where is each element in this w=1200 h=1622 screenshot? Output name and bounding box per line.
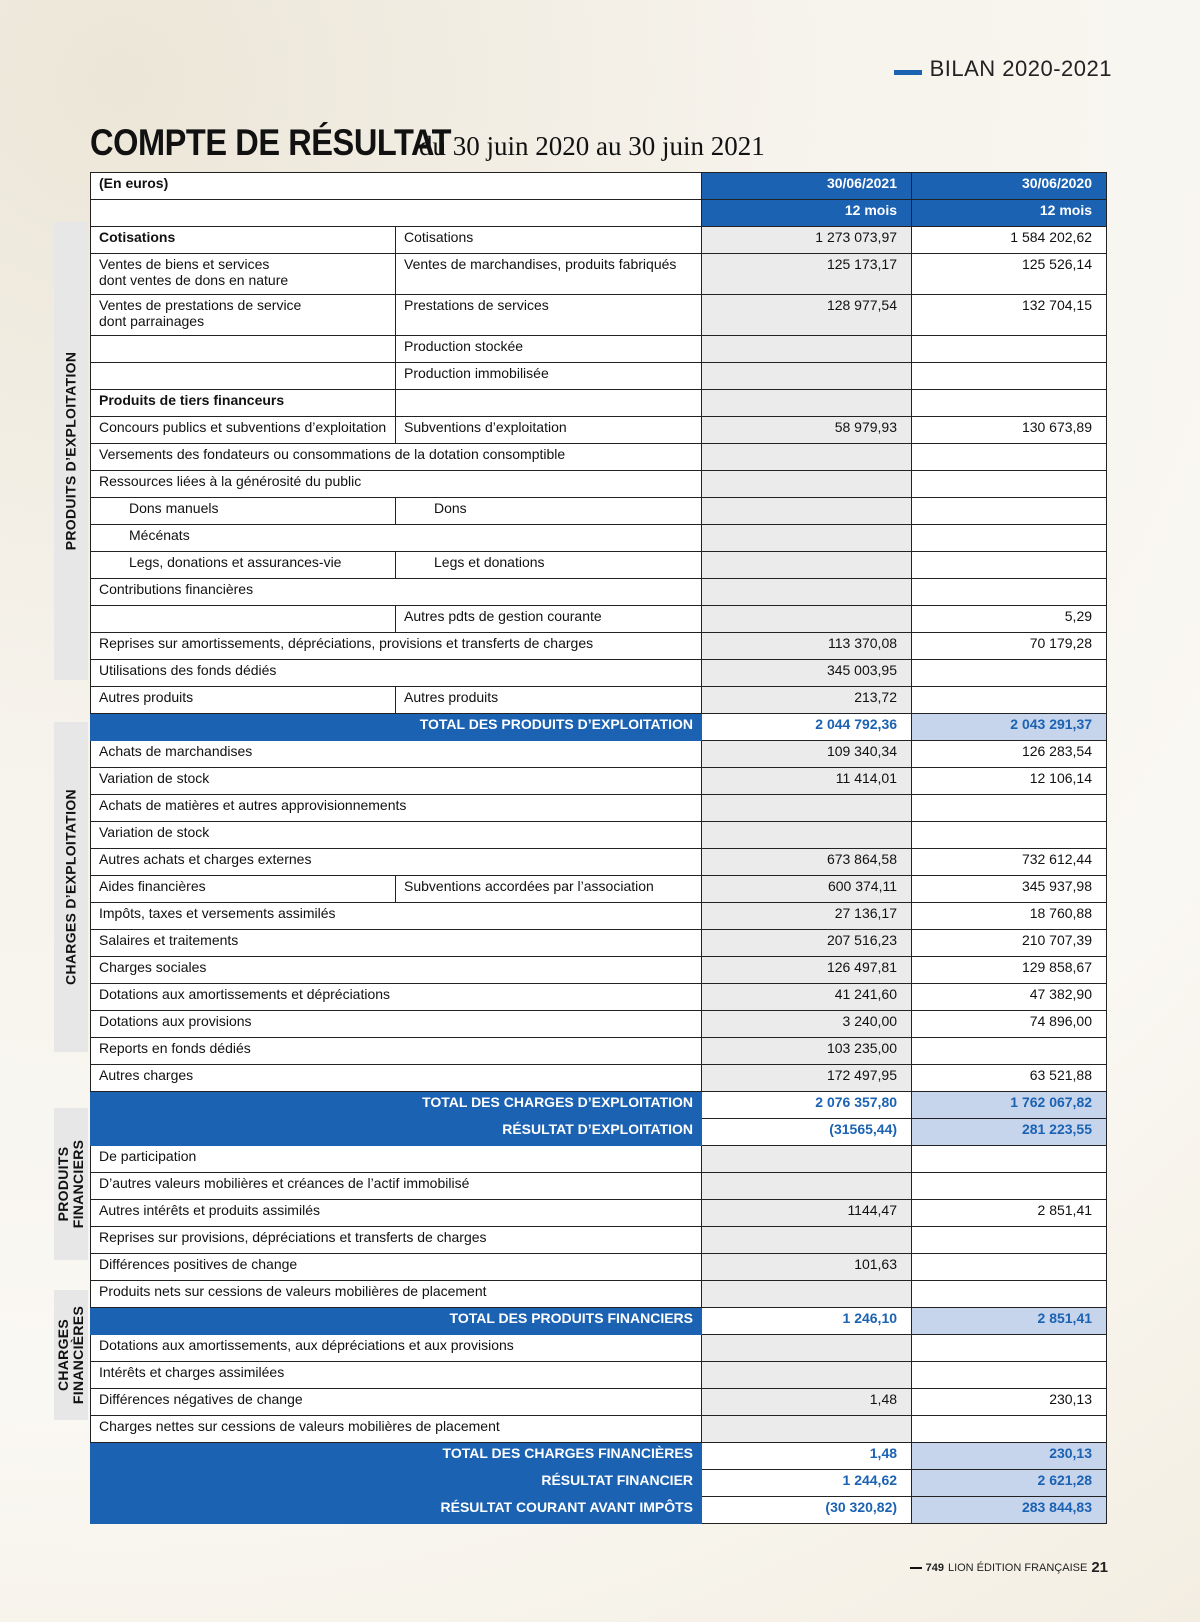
value-2021 — [702, 363, 912, 390]
row-label: Reprises sur provisions, dépréciations et transferts de charges — [91, 1227, 702, 1254]
value-2020: 5,29 — [912, 606, 1107, 633]
section-produits-exploitation — [54, 222, 88, 680]
value-2020 — [912, 1038, 1107, 1065]
value-2021 — [702, 1362, 912, 1389]
value-2020: 2 621,28 — [912, 1470, 1107, 1497]
table-row — [91, 1281, 1107, 1308]
table-row — [91, 1038, 1107, 1065]
row-label: Intérêts et charges assimilées — [91, 1362, 702, 1389]
value-2021: 126 497,81 — [702, 957, 912, 984]
table-row — [91, 741, 1107, 768]
value-2020: 132 704,15 — [912, 295, 1107, 336]
value-2020: 345 937,98 — [912, 876, 1107, 903]
value-2021: 1,48 — [702, 1443, 912, 1470]
row-label: Produits nets sur cessions de valeurs mobilières de placement — [91, 1281, 702, 1308]
table-row — [91, 295, 1107, 336]
col-2020-header: 30/06/2020 — [912, 173, 1107, 200]
value-2021: 1 246,10 — [702, 1308, 912, 1335]
row-label: Charges sociales — [91, 957, 702, 984]
table-row — [91, 687, 1107, 714]
value-2020 — [912, 1146, 1107, 1173]
value-2020: 18 760,88 — [912, 903, 1107, 930]
value-2021: 58 979,93 — [702, 417, 912, 444]
total-label: TOTAL DES CHARGES D’EXPLOITATION — [91, 1092, 702, 1119]
table-row — [91, 1389, 1107, 1416]
row-label: Autres produits — [91, 687, 396, 714]
row-label: Utilisations des fonds dédiés — [91, 660, 702, 687]
table-row — [91, 498, 1107, 525]
value-2021 — [702, 1173, 912, 1200]
total-row — [91, 714, 1107, 741]
value-2021: 1 244,62 — [702, 1470, 912, 1497]
value-2020 — [912, 1173, 1107, 1200]
row-label: D’autres valeurs mobilières et créances de l’actif immobilisé — [91, 1173, 702, 1200]
total-row — [91, 1470, 1107, 1497]
value-2021 — [702, 552, 912, 579]
row-category: Ventes de marchandises, produits fabriqués — [396, 254, 702, 295]
value-2020 — [912, 579, 1107, 606]
value-2021 — [702, 336, 912, 363]
value-2020 — [912, 1281, 1107, 1308]
value-2020: 230,13 — [912, 1389, 1107, 1416]
table-row — [91, 417, 1107, 444]
table-row — [91, 390, 1107, 417]
value-2021 — [702, 822, 912, 849]
row-label: Concours publics et subventions d’exploitation — [91, 417, 396, 444]
value-2020 — [912, 660, 1107, 687]
value-2020: 210 707,39 — [912, 930, 1107, 957]
value-2020: 2 043 291,37 — [912, 714, 1107, 741]
table-row — [91, 903, 1107, 930]
row-label: Variation de stock — [91, 768, 702, 795]
value-2021: 113 370,08 — [702, 633, 912, 660]
row-label: Legs, donations et assurances-vie — [91, 552, 396, 579]
value-2020: 126 283,54 — [912, 741, 1107, 768]
row-category: Dons — [396, 498, 702, 525]
table-row — [91, 444, 1107, 471]
row-label: Salaires et traitements — [91, 930, 702, 957]
row-category: Autres pdts de gestion courante — [396, 606, 702, 633]
page-title-sub: du 30 juin 2020 au 30 juin 2021 — [419, 131, 765, 161]
row-label: Dotations aux amortissements et dépréciations — [91, 984, 702, 1011]
row-category — [396, 390, 702, 417]
col-2020-period: 12 mois — [912, 200, 1107, 227]
col-2021-period: 12 mois — [702, 200, 912, 227]
value-2020: 1 762 067,82 — [912, 1092, 1107, 1119]
section-charges-financieres — [54, 1290, 88, 1420]
total-row — [91, 1308, 1107, 1335]
value-2020 — [912, 444, 1107, 471]
row-label: Variation de stock — [91, 822, 702, 849]
value-2021: 41 241,60 — [702, 984, 912, 1011]
value-2021: (31565,44) — [702, 1119, 912, 1146]
unit-label: (En euros) — [91, 173, 702, 200]
row-label: Reprises sur amortissements, dépréciations, provisions et transferts de charges — [91, 633, 702, 660]
table-row — [91, 336, 1107, 363]
row-label — [91, 606, 396, 633]
value-2020 — [912, 471, 1107, 498]
value-2021 — [702, 1416, 912, 1443]
row-label: De participation — [91, 1146, 702, 1173]
page-title — [90, 122, 765, 164]
table-row — [91, 1227, 1107, 1254]
section-charges-exploitation — [54, 722, 88, 1052]
table-row — [91, 768, 1107, 795]
row-label: Cotisations — [91, 227, 396, 254]
table-row — [91, 660, 1107, 687]
section-tag — [894, 56, 1112, 82]
row-label: Ventes de prestations de service dont parrainages — [91, 295, 396, 336]
value-2020: 283 844,83 — [912, 1497, 1107, 1524]
total-label: TOTAL DES CHARGES FINANCIÈRES — [91, 1443, 702, 1470]
value-2020: 2 851,41 — [912, 1308, 1107, 1335]
table-row — [91, 363, 1107, 390]
value-2020: 230,13 — [912, 1443, 1107, 1470]
magazine-name: LION ÉDITION FRANÇAISE — [947, 1561, 1088, 1574]
table-row — [91, 227, 1107, 254]
value-2020 — [912, 1416, 1107, 1443]
row-label: Différences négatives de change — [91, 1389, 702, 1416]
row-label: Achats de matières et autres approvisionnements — [91, 795, 702, 822]
page-title-main: COMPTE DE RÉSULTAT — [90, 122, 452, 163]
value-2020 — [912, 822, 1107, 849]
section-label: CHARGES FINANCIÈRES — [55, 1305, 86, 1405]
value-2020: 1 584 202,62 — [912, 227, 1107, 254]
value-2020: 125 526,14 — [912, 254, 1107, 295]
value-2020: 281 223,55 — [912, 1119, 1107, 1146]
table-row — [91, 795, 1107, 822]
row-label: Aides financières — [91, 876, 396, 903]
table-row — [91, 849, 1107, 876]
value-2021 — [702, 390, 912, 417]
value-2020: 129 858,67 — [912, 957, 1107, 984]
value-2021: 600 374,11 — [702, 876, 912, 903]
table-row — [91, 1146, 1107, 1173]
table-row — [91, 1416, 1107, 1443]
value-2020: 47 382,90 — [912, 984, 1107, 1011]
row-category: Autres produits — [396, 687, 702, 714]
value-2020: 63 521,88 — [912, 1065, 1107, 1092]
value-2020 — [912, 1227, 1107, 1254]
value-2020 — [912, 1335, 1107, 1362]
section-tag-label: BILAN 2020-2021 — [929, 56, 1112, 81]
value-2020: 74 896,00 — [912, 1011, 1107, 1038]
row-label: Ressources liées à la générosité du public — [91, 471, 702, 498]
row-label: Charges nettes sur cessions de valeurs mobilières de placement — [91, 1416, 702, 1443]
value-2021 — [702, 525, 912, 552]
row-label: Contributions financières — [91, 579, 702, 606]
table-row — [91, 1065, 1107, 1092]
value-2021: 3 240,00 — [702, 1011, 912, 1038]
value-2021: (30 320,82) — [702, 1497, 912, 1524]
table-row — [91, 633, 1107, 660]
table-row — [91, 1200, 1107, 1227]
value-2020: 12 106,14 — [912, 768, 1107, 795]
value-2021 — [702, 1146, 912, 1173]
table-row — [91, 1173, 1107, 1200]
value-2020 — [912, 363, 1107, 390]
value-2021 — [702, 1281, 912, 1308]
value-2020 — [912, 336, 1107, 363]
footer-dash — [910, 1567, 922, 1569]
row-label: Dotations aux amortissements, aux dépréciations et aux provisions — [91, 1335, 702, 1362]
row-label — [91, 336, 396, 363]
section-produits-financiers — [54, 1108, 88, 1260]
table-row — [91, 876, 1107, 903]
value-2020 — [912, 1254, 1107, 1281]
value-2020 — [912, 525, 1107, 552]
total-label: RÉSULTAT FINANCIER — [91, 1470, 702, 1497]
value-2020 — [912, 552, 1107, 579]
value-2021 — [702, 471, 912, 498]
value-2020 — [912, 498, 1107, 525]
total-row — [91, 1119, 1107, 1146]
total-row — [91, 1092, 1107, 1119]
value-2021: 101,63 — [702, 1254, 912, 1281]
value-2021 — [702, 498, 912, 525]
row-label: Autres charges — [91, 1065, 702, 1092]
row-category: Prestations de services — [396, 295, 702, 336]
row-label: Impôts, taxes et versements assimilés — [91, 903, 702, 930]
value-2021: 345 003,95 — [702, 660, 912, 687]
value-2021 — [702, 1227, 912, 1254]
value-2020 — [912, 687, 1107, 714]
table-row — [91, 525, 1107, 552]
row-label: Dons manuels — [91, 498, 396, 525]
table-row — [91, 552, 1107, 579]
value-2020 — [912, 390, 1107, 417]
value-2021: 109 340,34 — [702, 741, 912, 768]
value-2021: 128 977,54 — [702, 295, 912, 336]
value-2020: 70 179,28 — [912, 633, 1107, 660]
row-category: Legs et donations — [396, 552, 702, 579]
table-row — [91, 1011, 1107, 1038]
table-row — [91, 579, 1107, 606]
value-2020: 130 673,89 — [912, 417, 1107, 444]
value-2021: 103 235,00 — [702, 1038, 912, 1065]
value-2021: 27 136,17 — [702, 903, 912, 930]
row-category: Production immobilisée — [396, 363, 702, 390]
row-label: Différences positives de change — [91, 1254, 702, 1281]
value-2021 — [702, 606, 912, 633]
col-2021-header: 30/06/2021 — [702, 173, 912, 200]
value-2020: 2 851,41 — [912, 1200, 1107, 1227]
income-statement-table — [90, 172, 1107, 1524]
total-label: RÉSULTAT COURANT AVANT IMPÔTS — [91, 1497, 702, 1524]
row-label: Achats de marchandises — [91, 741, 702, 768]
row-label: Produits de tiers financeurs — [91, 390, 396, 417]
table-row — [91, 471, 1107, 498]
value-2021 — [702, 444, 912, 471]
value-2021: 125 173,17 — [702, 254, 912, 295]
row-category: Subventions d’exploitation — [396, 417, 702, 444]
tag-dash — [894, 70, 922, 75]
value-2021: 2 044 792,36 — [702, 714, 912, 741]
table-row — [91, 984, 1107, 1011]
table-row — [91, 822, 1107, 849]
row-label — [91, 363, 396, 390]
page-number: 21 — [1091, 1559, 1108, 1576]
value-2021: 213,72 — [702, 687, 912, 714]
empty-cell — [91, 200, 702, 227]
row-label: Autres achats et charges externes — [91, 849, 702, 876]
table-row — [91, 957, 1107, 984]
total-label: TOTAL DES PRODUITS FINANCIERS — [91, 1308, 702, 1335]
table-row — [91, 1335, 1107, 1362]
row-label: Mécénats — [91, 525, 702, 552]
table-row — [91, 930, 1107, 957]
row-label: Reports en fonds dédiés — [91, 1038, 702, 1065]
table-row — [91, 1362, 1107, 1389]
table-header-row — [91, 173, 1107, 200]
row-category: Subventions accordées par l’association — [396, 876, 702, 903]
table-row — [91, 1254, 1107, 1281]
table-row — [91, 254, 1107, 295]
value-2020 — [912, 795, 1107, 822]
row-label: Dotations aux provisions — [91, 1011, 702, 1038]
value-2020 — [912, 1362, 1107, 1389]
row-label: Autres intérêts et produits assimilés — [91, 1200, 702, 1227]
section-label: PRODUITS FINANCIERS — [55, 1139, 86, 1229]
total-label: TOTAL DES PRODUITS D’EXPLOITATION — [91, 714, 702, 741]
value-2020: 732 612,44 — [912, 849, 1107, 876]
section-label: PRODUITS D’EXPLOITATION — [62, 351, 79, 551]
table-subheader-row — [91, 200, 1107, 227]
value-2021: 673 864,58 — [702, 849, 912, 876]
total-row — [91, 1443, 1107, 1470]
value-2021: 1 273 073,97 — [702, 227, 912, 254]
page-footer — [910, 1559, 1108, 1576]
value-2021: 11 414,01 — [702, 768, 912, 795]
value-2021 — [702, 579, 912, 606]
issue-number: 749 — [925, 1561, 944, 1574]
value-2021: 1,48 — [702, 1389, 912, 1416]
section-label: CHARGES D’EXPLOITATION — [62, 789, 79, 985]
value-2021 — [702, 795, 912, 822]
total-label: RÉSULTAT D’EXPLOITATION — [91, 1119, 702, 1146]
row-label: Versements des fondateurs ou consommations de la dotation consomptible — [91, 444, 702, 471]
row-label: Ventes de biens et services dont ventes de dons en nature — [91, 254, 396, 295]
value-2021: 172 497,95 — [702, 1065, 912, 1092]
value-2021 — [702, 1335, 912, 1362]
row-category: Production stockée — [396, 336, 702, 363]
value-2021: 1144,47 — [702, 1200, 912, 1227]
table-row — [91, 606, 1107, 633]
total-row — [91, 1497, 1107, 1524]
row-category: Cotisations — [396, 227, 702, 254]
value-2021: 2 076 357,80 — [702, 1092, 912, 1119]
value-2021: 207 516,23 — [702, 930, 912, 957]
